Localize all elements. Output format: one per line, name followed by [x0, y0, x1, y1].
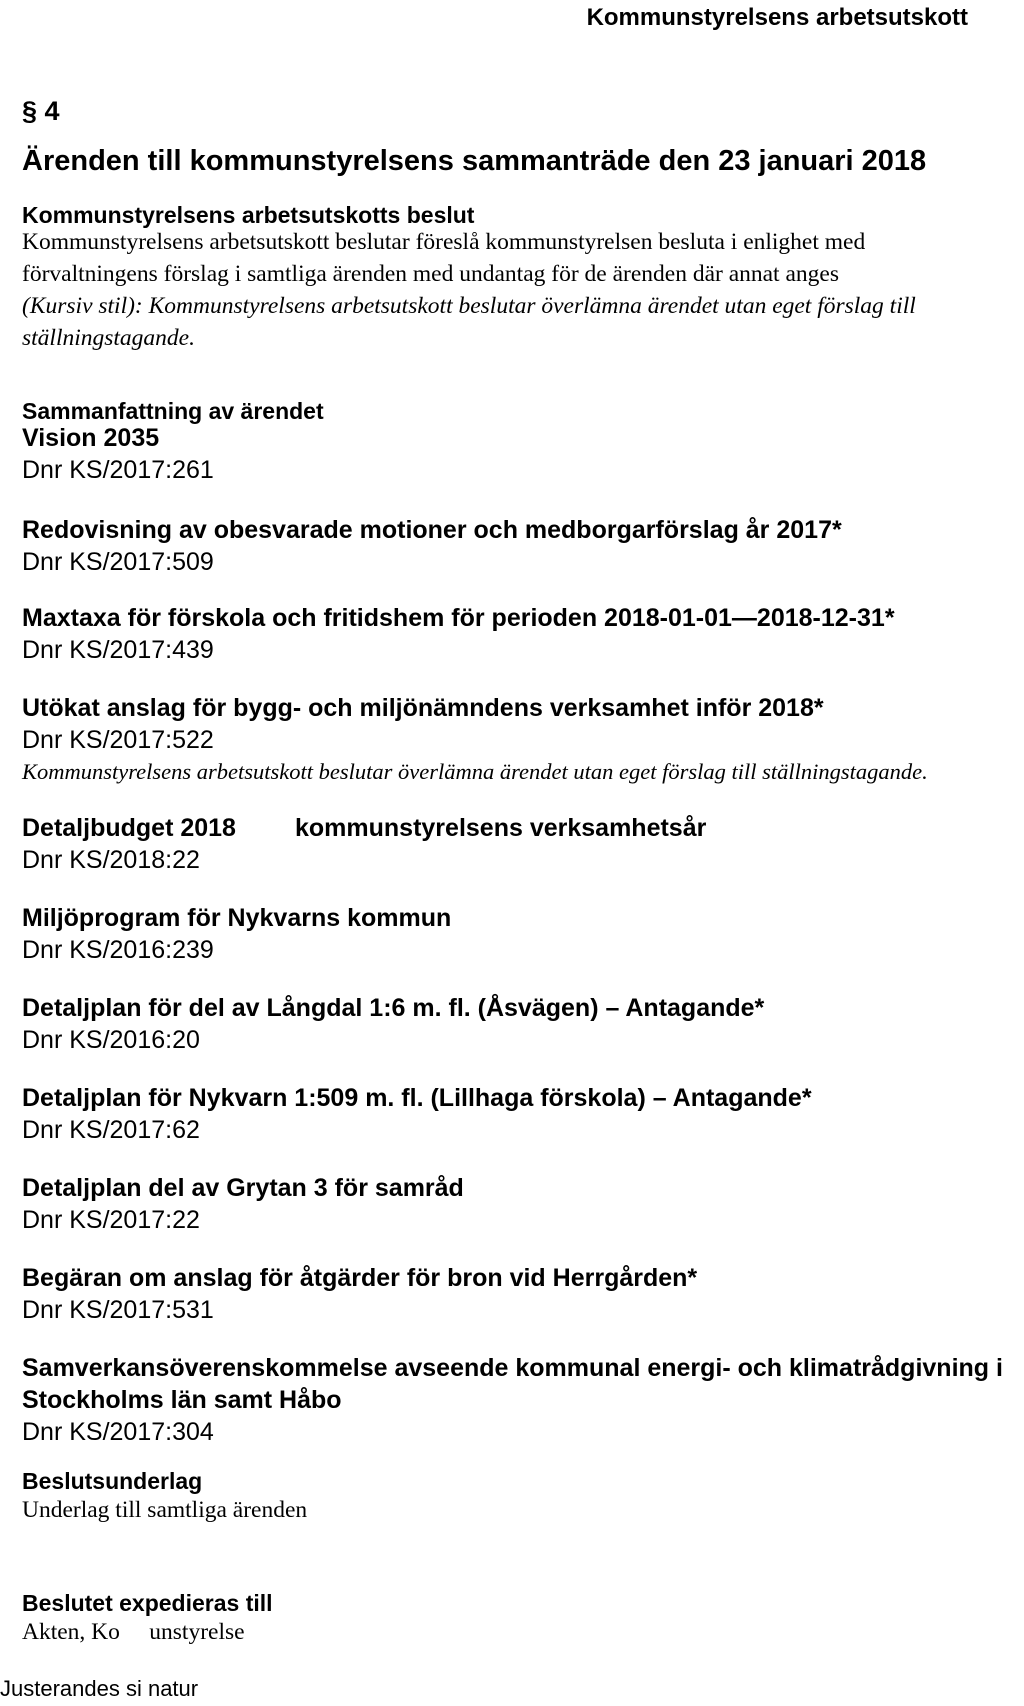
list-item [22, 1352, 1022, 1448]
list-item [22, 692, 1022, 788]
item-title-part2: kommunstyrelsens verksamhetsår [295, 814, 707, 842]
item-dnr: Dnr KS/2018:22 [22, 846, 200, 874]
item-dnr: Dnr KS/2016:20 [22, 1026, 200, 1054]
item-dnr: Dnr KS/2017:509 [22, 548, 214, 576]
decision-line-1: Kommunstyrelsens arbetsutskott beslutar föreslå kommunstyrelsen besluta i enlighet med [22, 229, 866, 255]
item-dnr: Dnr KS/2016:239 [22, 936, 214, 964]
decision-line-3: (Kursiv stil): Kommunstyrelsens arbetsutskott beslutar överlämna ärendet utan eget förslag till [22, 293, 916, 319]
decision-text [22, 226, 1012, 354]
item-title: Detaljplan för del av Långdal 1:6 m. fl. (Åsvägen) – Antagande* [22, 994, 765, 1022]
item-title: Maxtaxa för förskola och fritidshem för perioden 2018-01-01—2018-12-31* [22, 604, 895, 632]
item-title: Detaljplan för Nykvarn 1:509 m. fl. (Lillhaga förskola) – Antagande* [22, 1084, 812, 1112]
summary-heading: Sammanfattning av ärendet [22, 398, 324, 424]
list-item [22, 1082, 1022, 1146]
list-item [22, 1172, 1022, 1236]
dispatch-heading: Beslutet expedieras till [22, 1590, 273, 1616]
item-dnr: Dnr KS/2017:531 [22, 1296, 214, 1324]
basis-text: Underlag till samtliga ärenden [22, 1497, 308, 1523]
list-item [22, 602, 1022, 666]
list-item [22, 1262, 1022, 1326]
decision-heading: Kommunstyrelsens arbetsutskotts beslut [22, 202, 475, 228]
item-dnr: Dnr KS/2017:261 [22, 456, 214, 484]
page-title: Ärenden till kommunstyrelsens sammanträde den 23 januari 2018 [22, 145, 927, 177]
decision-line-2: förvaltningens förslag i samtliga ärenden med undantag för de ärenden där annat anges [22, 261, 839, 287]
item-dnr: Dnr KS/2017:304 [22, 1418, 214, 1446]
list-item [22, 422, 1022, 486]
list-item [22, 902, 1022, 966]
item-dnr: Dnr KS/2017:439 [22, 636, 214, 664]
item-title: Begäran om anslag för åtgärder för bron vid Herrgården* [22, 1264, 698, 1292]
list-item [22, 992, 1022, 1056]
list-item [22, 812, 1022, 876]
item-title: Miljöprogram för Nykvarns kommun [22, 904, 452, 932]
item-title: Vision 2035 [22, 424, 160, 452]
item-title: Redovisning av obesvarade motioner och medborgarförslag år 2017* [22, 516, 842, 544]
item-title-line2: Stockholms län samt Håbo [22, 1386, 342, 1414]
item-dnr: Dnr KS/2017:522 [22, 726, 214, 754]
item-title: Detaljbudget 2018 [22, 814, 236, 842]
item-title: Utökat anslag för bygg- och miljönämndens verksamhet inför 2018* [22, 694, 824, 722]
list-item [22, 514, 1022, 578]
item-dnr: Dnr KS/2017:22 [22, 1206, 200, 1234]
signature-label: Justerandes si natur [0, 1676, 199, 1701]
dispatch-text: Akten, Ko unstyrelse [22, 1619, 245, 1645]
item-title: Samverkansöverenskommelse avseende kommunal energi- och klimatrådgivning i [22, 1354, 1003, 1382]
section-number: § 4 [22, 96, 60, 126]
basis-heading: Beslutsunderlag [22, 1468, 203, 1494]
item-note: Kommunstyrelsens arbetsutskott beslutar överlämna ärendet utan eget förslag till ställningstagande. [22, 759, 928, 784]
committee-header: Kommunstyrelsens arbetsutskott [586, 4, 968, 31]
decision-line-4: ställningstagande. [22, 325, 195, 351]
item-dnr: Dnr KS/2017:62 [22, 1116, 200, 1144]
item-title: Detaljplan del av Grytan 3 för samråd [22, 1174, 464, 1202]
